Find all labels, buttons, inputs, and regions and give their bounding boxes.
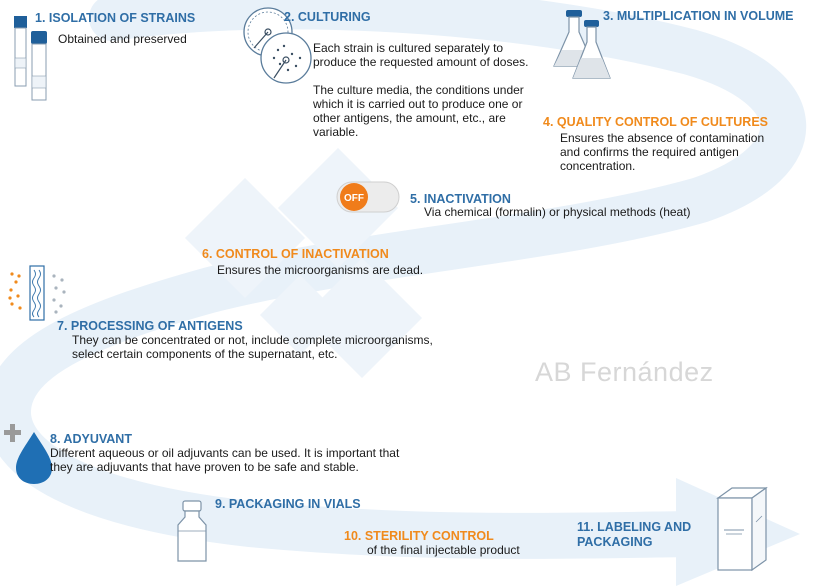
description-line: concentration.: [560, 159, 636, 173]
step-adyuvant: [50, 432, 132, 447]
description-line: they are adjuvants that have proven to be safe and stable.: [50, 460, 359, 474]
off-toggle-label: OFF: [344, 193, 364, 204]
step-description: Obtained and preserved: [58, 32, 187, 46]
vial-icon: [172, 497, 212, 565]
step-description: of the final injectable product: [367, 543, 520, 557]
description-line: variable.: [313, 125, 359, 139]
step-title-line-2: PACKAGING: [577, 535, 653, 549]
step-processing-of-antigens: [57, 319, 243, 334]
step-multiplication-in-volume: [603, 9, 794, 24]
step-title: 4. QUALITY CONTROL OF CULTURES: [543, 115, 769, 129]
step-title: 5. INACTIVATION: [410, 192, 511, 206]
step-description-secondary: [313, 83, 524, 139]
step-description: [560, 131, 764, 173]
step-description: Ensures the microorganisms are dead.: [217, 263, 424, 277]
description-line: Ensures the absence of contamination: [560, 131, 765, 145]
description-line: which it is carried out to produce one or: [313, 97, 523, 111]
description-line: Each strain is cultured separately to: [313, 41, 504, 55]
description-line: They can be concentrated or not, include complete microorganisms,: [72, 333, 433, 347]
step-title: 1. ISOLATION OF STRAINS: [35, 11, 196, 25]
step-control-of-inactivation: [202, 247, 389, 262]
drop-plus-icon: [4, 420, 54, 486]
step-title: 7. PROCESSING OF ANTIGENS: [57, 319, 243, 333]
step-title: 9. PACKAGING IN VIALS: [215, 497, 361, 511]
step-title: 11. LABELING AND: [577, 520, 692, 534]
step-title: 10. STERILITY CONTROL: [344, 529, 494, 543]
step-sterility-control: [344, 529, 494, 544]
step-packaging-in-vials: [215, 497, 361, 512]
description-line: Different aqueous or oil adjuvants can be used. It is important that: [50, 446, 400, 460]
step-isolation-of-strains: [35, 11, 195, 26]
step-description: [72, 333, 433, 361]
description-line: and confirms the required antigen: [560, 145, 739, 159]
description-line: produce the requested amount of doses.: [313, 55, 529, 69]
step-title: 8. ADYUVANT: [50, 432, 132, 446]
step-labeling-and-packaging: [577, 520, 691, 550]
step-description: [313, 41, 528, 69]
step-description: [50, 446, 399, 474]
description-line: select certain components of the supernatant, etc.: [72, 347, 338, 361]
filter-icon: [6, 262, 72, 322]
description-line: The culture media, the conditions under: [313, 83, 524, 97]
step-title: 6. CONTROL OF INACTIVATION: [202, 247, 389, 261]
description-line: other antigens, the amount, etc., are: [313, 111, 506, 125]
step-title: 2. CULTURING: [284, 10, 371, 24]
watermark-text: AB Fernández: [535, 357, 714, 387]
step-description: Via chemical (formalin) or physical methods (heat): [424, 205, 691, 219]
off-toggle-icon: [336, 180, 400, 214]
step-culturing: [284, 10, 371, 25]
step-title: 3. MULTIPLICATION IN VOLUME: [603, 9, 794, 23]
box-icon: [712, 486, 772, 574]
step-quality-control-of-cultures: [543, 115, 768, 130]
